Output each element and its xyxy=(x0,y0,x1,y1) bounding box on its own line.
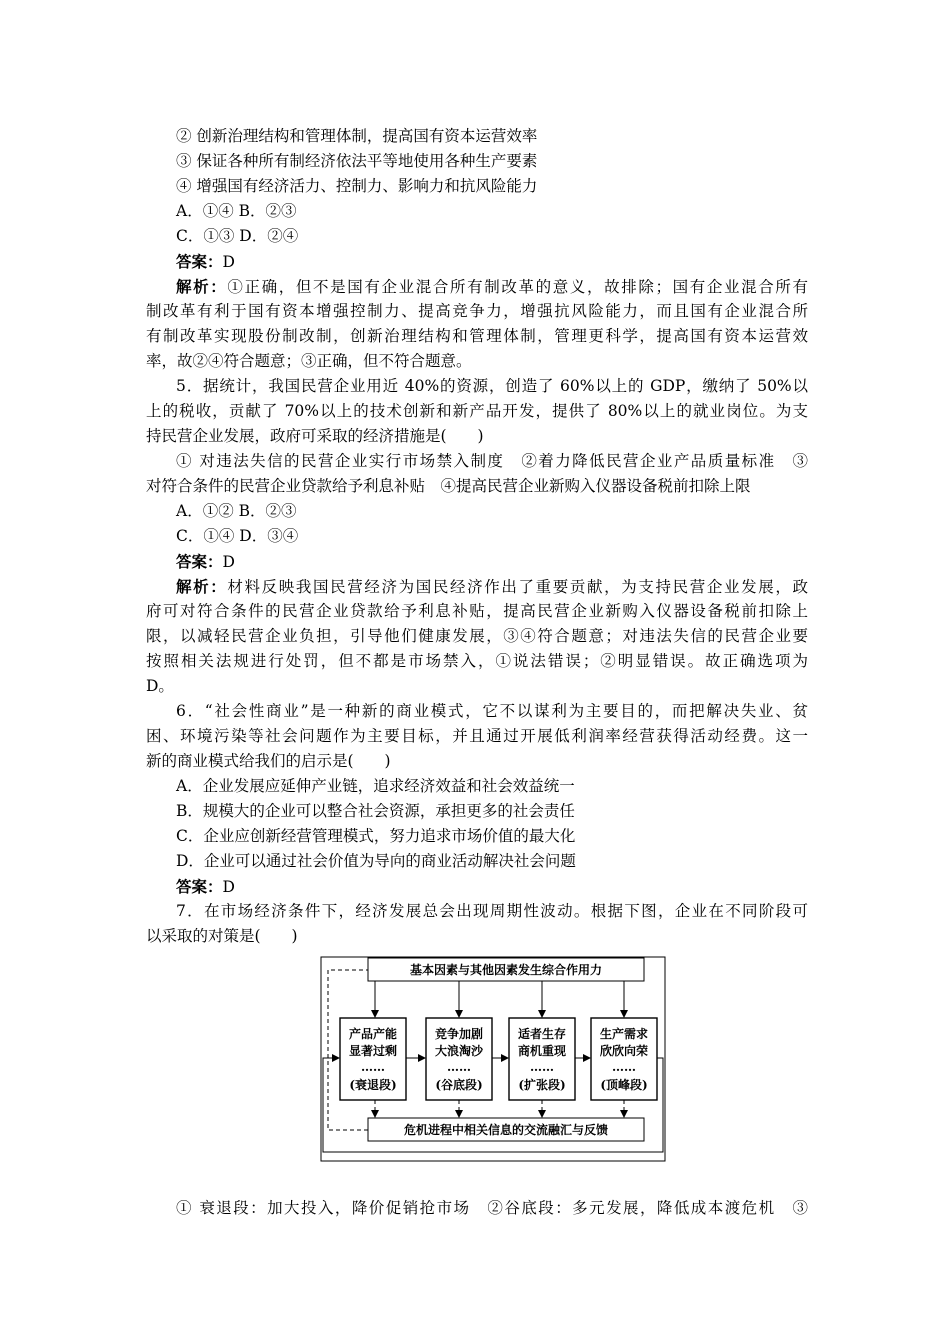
answer-label: 答案： xyxy=(176,877,223,896)
bottom-feedback-label: 危机进程中相关信息的交流融汇与反馈 xyxy=(403,1123,609,1137)
q5-analysis-line: 按照相关法规进行处罚，但不都是市场禁入，①说法错误；②明显错误。故正确选项为 xyxy=(146,652,808,670)
analysis-label: 解析： xyxy=(176,277,228,296)
q5-analysis-line xyxy=(146,574,808,599)
stage-dots: …… xyxy=(361,1060,385,1074)
q7-options-line: ① 衰退段：加大投入，降价促销抢市场 ②谷底段：多元发展，降低成本渡危机 ③ xyxy=(176,1199,808,1217)
q6-option-d: D．企业可以通过社会价值为导向的商业活动解决社会问题 xyxy=(176,852,576,870)
q7-stem-line: 7．在市场经济条件下，经济发展总会出现周期性波动。根据下图，企业在不同阶段可 xyxy=(176,902,808,920)
q4-answer xyxy=(146,249,808,274)
q6-option-b: B．规模大的企业可以整合社会资源，承担更多的社会责任 xyxy=(176,802,575,820)
q6-answer xyxy=(146,874,808,899)
diagram-svg xyxy=(320,956,666,1162)
stage-line1: 生产需求 xyxy=(599,1027,649,1041)
q5-stem-line: 上的税收，贡献了 70%以上的技术创新和新产品开发，提供了 80%以上的就业岗位。为支 xyxy=(146,402,808,420)
stage-down-dashed-arrows xyxy=(375,1100,624,1117)
q4-option-2: ② 创新治理结构和管理体制，提高国有资本运营效率 xyxy=(176,127,538,145)
stage-name: (扩张段) xyxy=(518,1078,566,1092)
stage-recession xyxy=(340,1018,406,1100)
stage-name: (衰退段) xyxy=(349,1078,397,1092)
q5-choices-ab: A．①② B．②③ xyxy=(176,502,297,520)
q5-stem-line: 5．据统计，我国民营企业用近 40%的资源，创造了 60%以上的 GDP，缴纳了 50%以 xyxy=(176,377,808,395)
top-factor-label: 基本因素与其他因素发生综合作用力 xyxy=(409,963,603,977)
analysis-text: 材料反映我国民营经济为国民经济作出了重要贡献，为支持民营企业发展，政 xyxy=(227,578,808,596)
q7-stem-line: 以采取的对策是( ) xyxy=(146,927,298,945)
q5-analysis-line: 限，以减轻民营企业负担，引导他们健康发展，③④符合题意；对违法失信的民营企业要 xyxy=(146,627,808,645)
economic-cycle-diagram xyxy=(320,956,666,1162)
q5-answer xyxy=(146,549,808,574)
answer-label: 答案： xyxy=(176,552,223,571)
stage-line2: 大浪淘沙 xyxy=(434,1044,484,1058)
stage-peak xyxy=(591,1018,657,1100)
q6-option-a: A．企业发展应延伸产业链，追求经济效益和社会效益统一 xyxy=(176,777,575,795)
q6-stem-line: 新的商业模式给我们的启示是( ) xyxy=(146,752,391,770)
q5-options-line: ① 对违法失信的民营企业实行市场禁入制度 ②着力降低民营企业产品质量标准 ③ xyxy=(176,452,808,470)
stage-name: (谷底段) xyxy=(435,1078,483,1092)
q6-stem-line: 6．“社会性商业”是一种新的商业模式，它不以谋利为主要目的，而把解决失业、贫 xyxy=(176,702,808,720)
answer-value: D xyxy=(222,553,235,571)
q5-choices-cd: C．①④ D．③④ xyxy=(176,527,299,545)
q4-analysis-line xyxy=(146,274,808,299)
answer-value: D xyxy=(222,253,235,271)
stage-dots: …… xyxy=(612,1060,636,1074)
q4-choices-ab: A．①④ B．②③ xyxy=(176,202,297,220)
answer-value: D xyxy=(222,878,235,896)
q4-option-4: ④ 增强国有经济活力、控制力、影响力和抗风险能力 xyxy=(176,177,538,195)
stage-trough xyxy=(426,1018,492,1100)
stage-line2: 欣欣向荣 xyxy=(599,1044,649,1058)
q5-stem-line: 持民营企业发展，政府可采取的经济措施是( ) xyxy=(146,427,484,445)
q5-analysis-line: D。 xyxy=(146,677,174,695)
stage-name: (顶峰段) xyxy=(600,1078,648,1092)
stage-line1: 适者生存 xyxy=(517,1027,567,1041)
top-down-arrows xyxy=(375,981,624,1017)
q4-option-3: ③ 保证各种所有制经济依法平等地使用各种生产要素 xyxy=(176,152,538,170)
q4-analysis-line: 制改革有利于国有资本增强控制力、提高竞争力，增强抗风险能力，而且国有企业混合所 xyxy=(146,302,808,320)
q6-stem-line: 困、环境污染等社会问题作为主要目标，并且通过开展低利润率经营获得活动经费。这一 xyxy=(146,727,808,745)
q4-analysis-line: 有制改革实现股份制改制，创新治理结构和管理体制，管理更科学，提高国有资本运营效 xyxy=(146,327,808,345)
q5-options-line: 对符合条件的民营企业贷款给予利息补贴 ④提高民营企业新购入仪器设备税前扣除上限 xyxy=(146,477,751,495)
q4-choices-cd: C．①③ D．②④ xyxy=(176,227,299,245)
analysis-label: 解析： xyxy=(176,577,228,596)
q5-analysis-line: 府可对符合条件的民营企业贷款给予利息补贴，提高民营企业新购入仪器设备税前扣除上 xyxy=(146,602,808,620)
stage-dots: …… xyxy=(447,1060,471,1074)
document-body xyxy=(146,124,808,949)
stage-expansion xyxy=(509,1018,575,1100)
q6-option-c: C．企业应创新经营管理模式，努力追求市场价值的最大化 xyxy=(176,827,576,845)
stage-line2: 商机重现 xyxy=(517,1044,567,1058)
q7-options-block xyxy=(146,1196,808,1221)
stage-line1: 产品产能 xyxy=(348,1027,398,1041)
q4-analysis-line: 率，故②④符合题意；③正确，但不符合题意。 xyxy=(146,352,472,370)
stage-line1: 竞争加剧 xyxy=(434,1027,484,1041)
stage-line2: 显著过剩 xyxy=(348,1044,398,1058)
stage-dots: …… xyxy=(530,1060,554,1074)
analysis-text: ①正确，但不是国有企业混合所有制改革的意义，故排除；国有企业混合所有 xyxy=(227,278,808,296)
answer-label: 答案： xyxy=(176,252,223,271)
